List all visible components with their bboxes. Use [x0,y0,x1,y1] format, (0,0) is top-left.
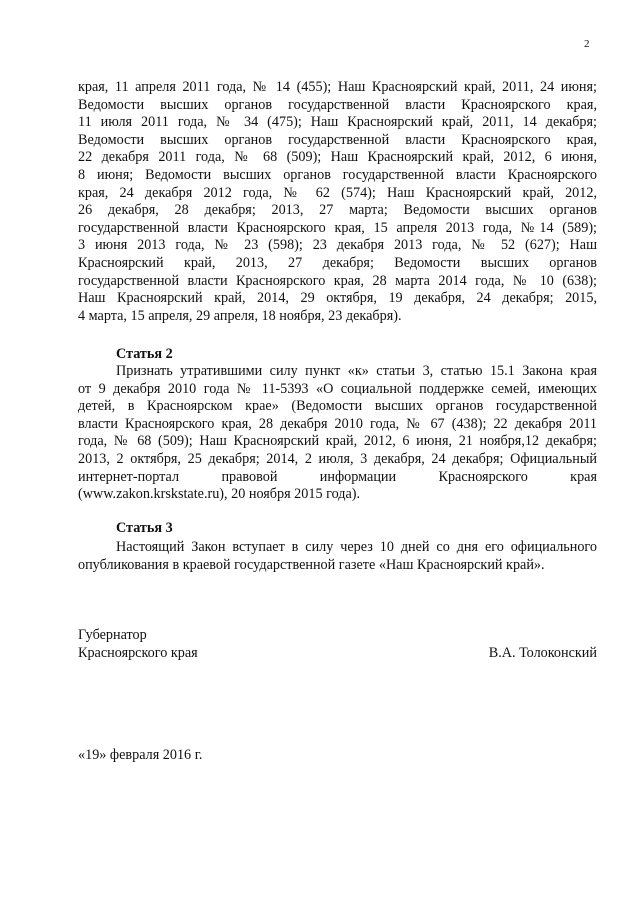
document-date: «19» февраля 2016 г. [78,747,203,763]
text-line: 4 марта, 15 апреля, 29 апреля, 18 ноября, 23 декабря). [78,307,402,324]
text-line: государственной власти Красноярского края, 28 марта 2014 года, № 10 (638); [78,272,597,289]
signature-block [78,627,597,667]
text-line: Ведомости высших органов государственной власти Красноярского края, [78,131,597,148]
text-line: от 9 декабря 2010 года № 11-5393 «О социальной поддержке семей, имеющих [78,380,597,397]
article-2-heading: Статья 2 [116,346,173,362]
text-line: Признать утратившими силу пункт «к» статьи 3, статью 15.1 Закона края [116,363,597,379]
text-line: года, № 68 (509); Наш Красноярский край, 2012, 6 июня, 21 ноября,12 декабря; [78,433,597,450]
text-line: края, 24 декабря 2012 года, № 62 (574); Наш Красноярский край, 2012, [78,184,597,201]
text-line: Настоящий Закон вступает в силу через 10 дней со дня его официального [116,539,597,555]
signer-region: Красноярского края [78,644,198,661]
text-line: 2013, 2 октября, 25 декабря; 2014, 2 июля, 3 декабря, 24 декабря; Официальный [78,450,597,467]
text-line: 26 декабря, 28 декабря; 2013, 27 марта; Ведомости высших органов [78,202,597,219]
text-line: власти Красноярского края, 28 декабря 2010 года, № 67 (438); 22 декабря 2011 [78,415,597,432]
text-line: детей, в Красноярском крае» (Ведомости высших органов государственной [78,398,597,415]
article-3-body [78,539,597,574]
text-line: интернет-портал правовой информации Красноярского края [78,468,597,485]
text-line: (www.zakon.krskstate.ru), 20 ноября 2015 года). [78,486,361,503]
text-line: 11 июля 2011 года, № 34 (475); Наш Красноярский край, 2011, 14 декабря; [78,114,597,131]
page-number: 2 [584,38,590,50]
text-line: края, 11 апреля 2011 года, № 14 (455); Наш Красноярский край, 2011, 24 июня; [78,79,597,95]
text-line: государственной власти Красноярского края, 15 апреля 2013 года, №14 (589); [78,219,597,236]
text-line: 3 июня 2013 года, № 23 (598); 23 декабря 2013 года, № 52 (627); Наш [78,237,597,254]
text-line: Ведомости высших органов государственной власти Красноярского края, [78,96,597,113]
signer-title: Губернатор [78,627,147,643]
text-line: опубликования в краевой государственной газете «Наш Красноярский край». [78,556,545,573]
article-2-body [78,363,597,504]
article-3-heading: Статья 3 [116,520,173,536]
text-line: Наш Красноярский край, 2014, 29 октября, 19 декабря, 24 декабря; 2015, [78,290,597,307]
continuation-paragraph [78,79,597,325]
text-line: 8 июня; Ведомости высших органов государственной власти Красноярского [78,166,597,183]
text-line: 22 декабря 2011 года, № 68 (509); Наш Красноярский край, 2012, 6 июня, [78,149,597,166]
signer-name: В.А. Толоконский [488,644,597,661]
text-line: Красноярский край, 2013, 27 декабря; Ведомости высших органов [78,254,597,271]
